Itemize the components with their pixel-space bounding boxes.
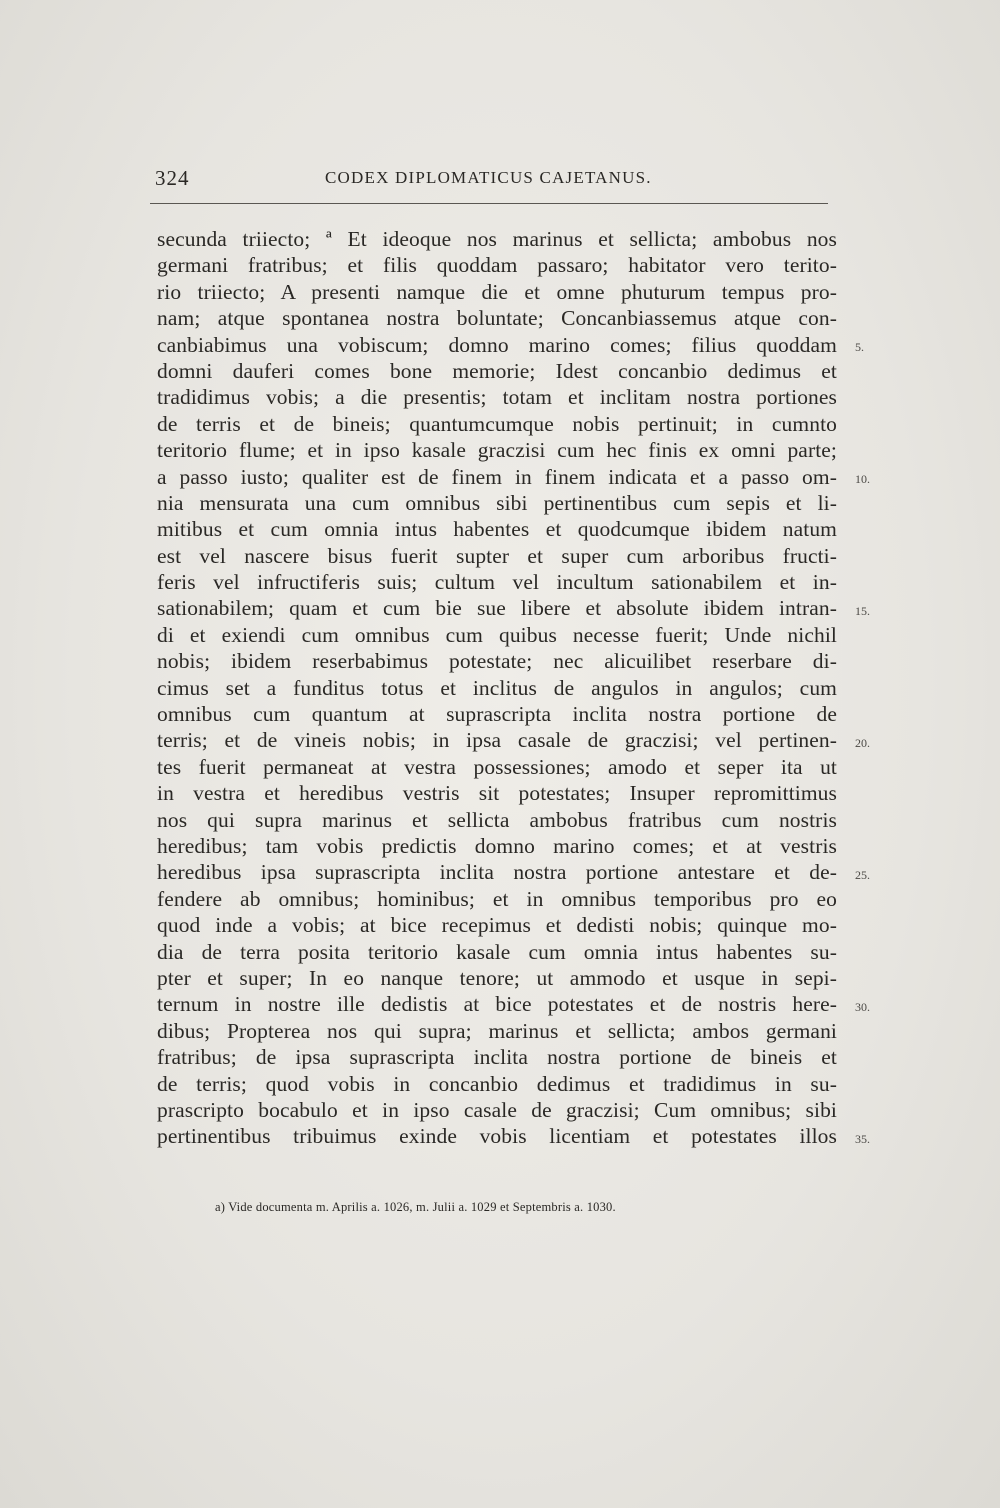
line-number: 10. <box>855 472 870 486</box>
text-line: secunda triiecto; ª Et ideoque nos marinus et sellicta; ambobus nos <box>157 227 837 251</box>
text-line: tradidimus vobis; a die presentis; totam et inclitam nostra portiones <box>157 385 837 410</box>
text-line: omnibus cum quantum at suprascripta inclita nostra portione de <box>157 702 837 727</box>
text-line: nam; atque spontanea nostra boluntate; Concanbiassemus atque con- <box>157 306 837 331</box>
text-line: dibus; Propterea nos qui supra; marinus et sellicta; ambos germani <box>157 1018 837 1043</box>
text-line: prascripto bocabulo et in ipso casale de graczisi; Cum omnibus; sibi <box>157 1097 837 1122</box>
text-line: domni dauferi comes bone memorie; Idest concanbio dedimus et <box>157 358 837 383</box>
text-line: fendere ab omnibus; hominibus; et in omnibus temporibus pro eo <box>157 886 837 911</box>
text-line: nobis; ibidem reserbabimus potestate; nec alicuilibet reserbare di- <box>157 649 837 674</box>
text-line: mitibus et cum omnia intus habentes et quodcumque ibidem natum <box>157 517 837 542</box>
text-line: tes fuerit permaneat at vestra possessiones; amodo et seper ita ut <box>157 754 837 779</box>
text-line: heredibus; tam vobis predictis domno marino comes; et at vestris <box>157 833 837 858</box>
line-number: 15. <box>855 604 870 618</box>
page-header <box>155 166 827 192</box>
line-number: 25. <box>855 868 870 882</box>
text-line: dia de terra posita teritorio kasale cum omnia intus habentes su- <box>157 939 837 964</box>
running-title: CODEX DIPLOMATICUS CAJETANUS. <box>325 168 652 187</box>
text-line: feris vel infructiferis suis; cultum vel incultum sationabilem et in- <box>157 570 837 595</box>
text-line: pertinentibus tribuimus exinde vobis licentiam et potestates illos <box>157 1124 837 1149</box>
text-line: est vel nascere bisus fuerit supter et super cum arboribus fructi- <box>157 543 837 568</box>
line-number: 30. <box>855 1000 870 1014</box>
body-text <box>157 226 837 1150</box>
line-number: 20. <box>855 736 870 750</box>
text-line: rio triiecto; A presenti namque die et omne phuturum tempus pro- <box>157 279 837 304</box>
text-line: quod inde a vobis; at bice recepimus et dedisti nobis; quinque mo- <box>157 913 837 938</box>
text-line: ternum in nostre ille dedistis at bice potestates et de nostris here- <box>157 992 837 1017</box>
text-line: a passo iusto; qualiter est de finem in finem indicata et a passo om- <box>157 464 837 489</box>
header-rule <box>150 203 828 204</box>
text-line: terris; et de vineis nobis; in ipsa casale de graczisi; vel pertinen- <box>157 728 837 753</box>
text-line: di et exiendi cum omnibus cum quibus necesse fuerit; Unde nichil <box>157 622 837 647</box>
text-line: de terris et de bineis; quantumcumque nobis pertinuit; in cumnto <box>157 411 837 436</box>
text-line: germani fratribus; et filis quoddam passaro; habitator vero terito- <box>157 253 837 278</box>
line-number: 35. <box>855 1132 870 1146</box>
text-line: fratribus; de ipsa suprascripta inclita nostra portione de bineis et <box>157 1045 837 1070</box>
text-line: cimus set a funditus totus et inclitus de angulos in angulos; cum <box>157 675 837 700</box>
text-line: sationabilem; quam et cum bie sue libere et absolute ibidem intran- <box>157 596 837 621</box>
text-line: canbiabimus una vobiscum; domno marino comes; filius quoddam <box>157 332 837 357</box>
text-line: teritorio flume; et in ipso kasale graczisi cum hec finis ex omni parte; <box>157 438 837 463</box>
line-number: 5. <box>855 340 864 354</box>
page-number: 324 <box>155 166 190 190</box>
footnote: a) Vide documenta m. Aprilis a. 1026, m. Julii a. 1029 et Septembris a. 1030. <box>215 1200 616 1214</box>
text-line: nos qui supra marinus et sellicta ambobus fratribus cum nostris <box>157 807 837 832</box>
text-line: de terris; quod vobis in concanbio dedimus et tradidimus in su- <box>157 1071 837 1096</box>
text-line: heredibus ipsa suprascripta inclita nostra portione antestare et de- <box>157 860 837 885</box>
text-line: pter et super; In eo nanque tenore; ut ammodo et usque in sepi- <box>157 965 837 990</box>
text-line: in vestra et heredibus vestris sit potestates; Insuper repromittimus <box>157 781 837 806</box>
text-line: nia mensurata una cum omnibus sibi pertinentibus cum sepis et li- <box>157 490 837 515</box>
